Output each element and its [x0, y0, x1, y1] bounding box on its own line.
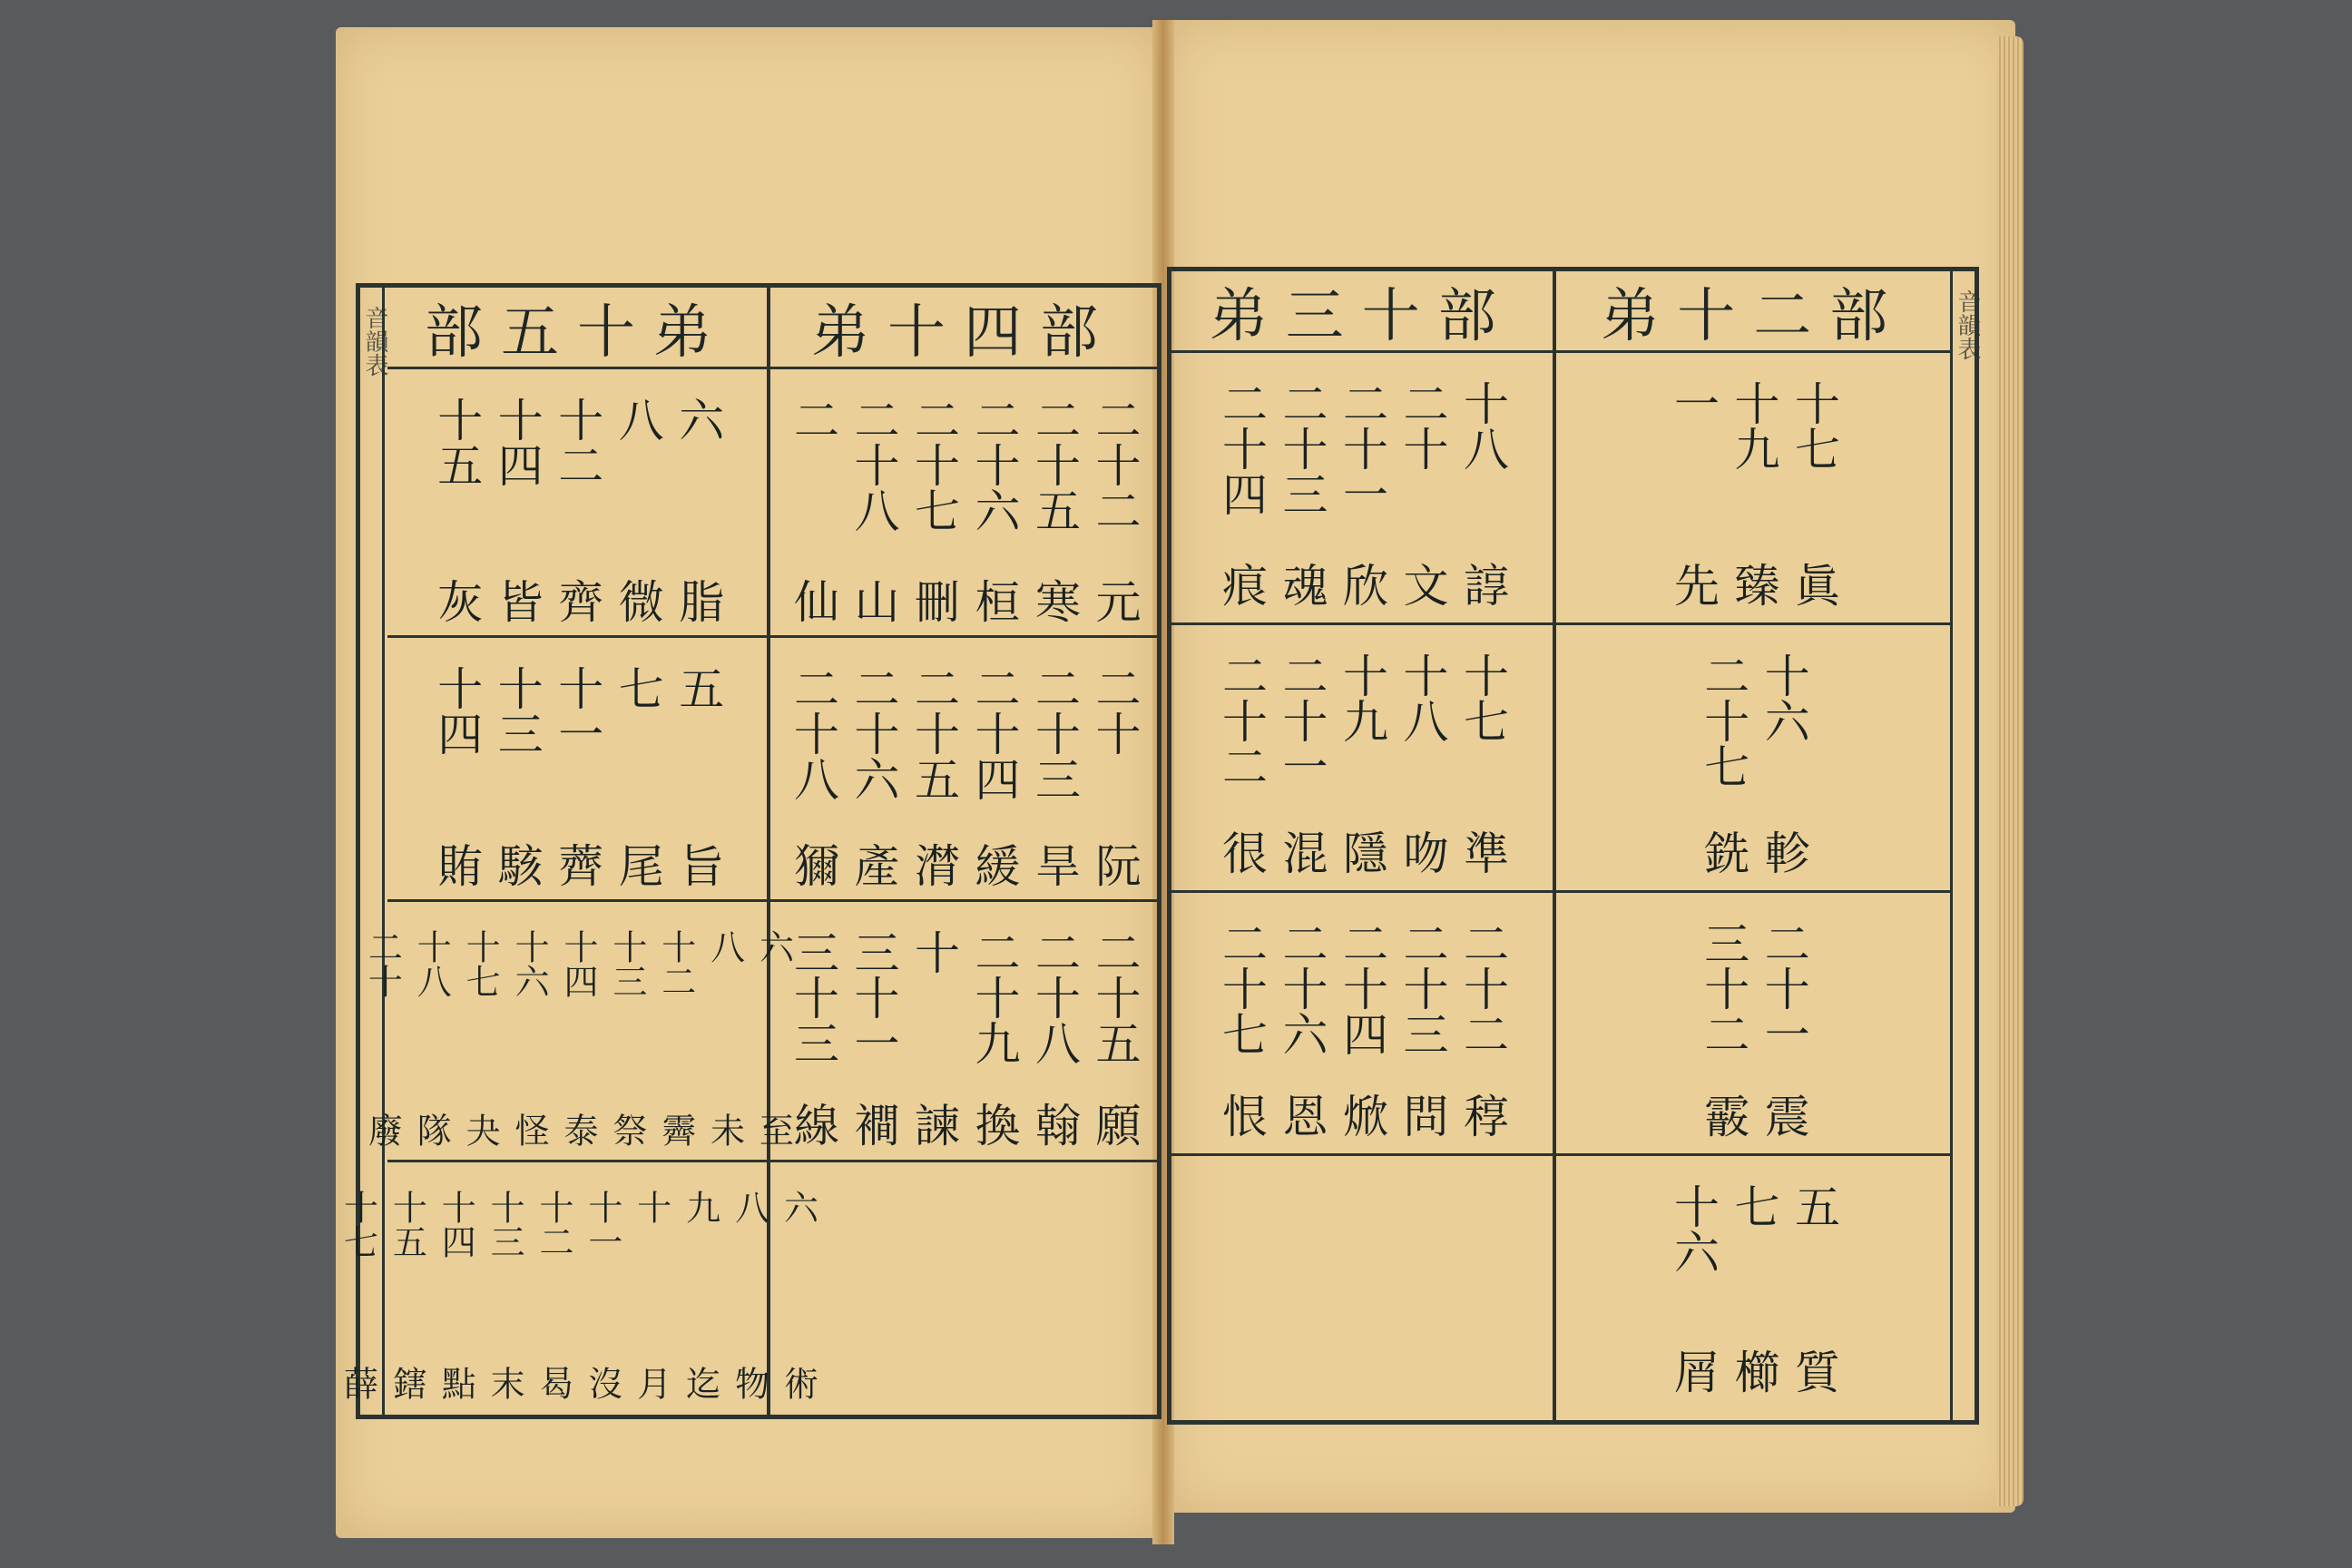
rhyme-number: 十四 [430, 665, 484, 757]
rhyme-number: 十八 [1396, 652, 1449, 743]
left-margin-text: 音韻表 [361, 306, 388, 377]
rhyme-entry [387, 1189, 427, 1400]
rhyme-number: 二 [787, 397, 839, 442]
rhyme-entry [1727, 380, 1780, 607]
rhyme-entry [704, 929, 745, 1148]
rhyme-number: 十三 [490, 665, 544, 757]
rhyme-number: 二十六 [847, 665, 900, 802]
rhyme-number: 二十 [362, 929, 403, 999]
rhyme-number: 十二 [551, 397, 604, 487]
rhyme-number: 七 [1727, 1183, 1780, 1229]
rhyme-character: 廢 [362, 1112, 403, 1148]
rhyme-cell [1556, 625, 1951, 893]
rhyme-entry [1028, 665, 1081, 888]
rhyme-character: 微 [611, 578, 664, 623]
rhyme-cell [387, 369, 767, 638]
rhyme-entry [1759, 920, 1808, 1138]
rhyme-number: 二十四 [967, 665, 1021, 802]
rhyme-character: 至 [753, 1112, 794, 1148]
rhyme-entry [411, 929, 452, 1148]
rhyme-number: 十四 [436, 1189, 476, 1259]
rhyme-entry [907, 929, 960, 1148]
rhyme-number: 十二 [534, 1189, 573, 1259]
rhyme-number: 三十二 [1697, 920, 1750, 1056]
rhyme-entry [907, 397, 960, 623]
rhyme-cell [770, 638, 1157, 902]
rhyme-number: 三十一 [847, 929, 900, 1066]
rhyme-cell [1171, 1156, 1553, 1412]
rhyme-number: 二十二 [1088, 397, 1142, 533]
rhyme-character: 薛 [338, 1365, 378, 1400]
rhyme-number: 二十七 [907, 397, 960, 533]
rhyme-number: 十七 [1788, 380, 1840, 471]
rhyme-entry [655, 929, 696, 1148]
rhyme-number: 十七 [1456, 652, 1509, 743]
rhyme-entry [1275, 920, 1328, 1138]
rhyme-character: 翰 [1028, 1102, 1081, 1148]
rhyme-cell [1171, 625, 1553, 893]
rhyme-character: 緩 [967, 842, 1021, 888]
rhyme-number: 二十四 [1336, 920, 1388, 1056]
rhyme-character: 薺 [551, 842, 604, 888]
rhyme-number: 十 [631, 1189, 671, 1224]
rhyme-cell [770, 902, 1157, 1161]
rhyme-number: 十八 [1456, 380, 1509, 471]
rhyme-entry [753, 929, 794, 1148]
rhyme-character: 震 [1757, 1093, 1810, 1138]
rhyme-number: 十一 [551, 665, 604, 757]
rhyme-character: 線 [787, 1102, 839, 1148]
rhyme-cell [1556, 1156, 1951, 1412]
rhyme-character: 恨 [1215, 1093, 1268, 1138]
rhyme-number: 十 [907, 929, 960, 975]
rhyme-number: 三十三 [787, 929, 839, 1066]
rhyme-entry [557, 929, 598, 1148]
rhyme-entry [430, 397, 484, 623]
rhyme-character: 很 [1215, 829, 1268, 875]
rhyme-entry [847, 929, 900, 1148]
rhyme-character: 問 [1396, 1093, 1449, 1138]
rhyme-entry [1456, 920, 1509, 1138]
rhyme-entry [671, 665, 725, 888]
rhyme-number: 十三 [485, 1189, 525, 1259]
rhyme-entry [1697, 920, 1750, 1138]
rhyme-number: 二十 [1088, 665, 1142, 757]
rhyme-character: 櫛 [1727, 1348, 1780, 1394]
rhyme-number: 五 [671, 665, 725, 711]
rhyme-character: 寒 [1028, 578, 1081, 623]
rhyme-number: 二十一 [1275, 652, 1328, 789]
rhyme-character: 臻 [1727, 562, 1780, 607]
section-title: 部五十弟 [387, 288, 767, 369]
rhyme-number: 八 [611, 397, 664, 442]
rhyme-character: 桓 [967, 578, 1021, 623]
rhyme-entry [490, 665, 544, 888]
rhyme-character: 阮 [1088, 842, 1142, 888]
rhyme-entry [1275, 380, 1328, 607]
rhyme-character: 痕 [1215, 562, 1268, 607]
rhyme-character: 質 [1788, 1348, 1840, 1394]
section-title: 弟三十部 [1171, 271, 1553, 353]
rhyme-character: 齊 [551, 578, 604, 623]
rhyme-character: 脂 [671, 578, 725, 623]
rhyme-entry [1028, 397, 1081, 623]
rhyme-entry [436, 1189, 476, 1400]
rhyme-cell [1556, 353, 1951, 625]
rhyme-character: 霽 [655, 1112, 696, 1148]
rhyme-character: 未 [704, 1112, 745, 1148]
rhyme-number: 二十八 [847, 397, 900, 533]
rhyme-number: 七 [611, 665, 664, 711]
rhyme-entry [779, 1190, 816, 1400]
rhyme-entry [967, 929, 1021, 1148]
section-s12 [1553, 271, 1951, 1420]
rhyme-entry [1088, 665, 1142, 888]
page-edges [1996, 36, 2024, 1506]
rhyme-number: 八 [729, 1189, 769, 1224]
rhyme-number: 十二 [655, 929, 696, 999]
rhyme-entry [847, 665, 900, 888]
rhyme-number: 十六 [1757, 652, 1810, 743]
rhyme-number: 六 [671, 397, 725, 442]
rhyme-number: 二十四 [1215, 380, 1268, 516]
rhyme-character: 準 [1456, 829, 1509, 875]
rhyme-number: 二十三 [1275, 380, 1328, 516]
rhyme-character: 沒 [582, 1365, 622, 1400]
rhyme-character: 賄 [430, 842, 484, 888]
rhyme-entry [1275, 652, 1328, 875]
rhyme-number: 十八 [411, 929, 452, 999]
rhyme-number: 二十六 [967, 397, 1021, 533]
rhyme-entry [789, 665, 838, 887]
rhyme-entry [1759, 652, 1808, 875]
section-s14 [767, 288, 1157, 1415]
rhyme-character: 混 [1275, 829, 1328, 875]
rhyme-character: 灰 [430, 578, 484, 623]
rhyme-number: 二十五 [1028, 397, 1081, 533]
rhyme-entry [1456, 380, 1509, 607]
rhyme-character: 產 [847, 842, 900, 888]
rhyme-character: 物 [729, 1365, 769, 1400]
rhyme-entry [551, 397, 604, 623]
rhyme-number: 二十 [1396, 380, 1449, 471]
rhyme-entry [613, 665, 662, 887]
rhyme-entry [1338, 652, 1387, 875]
rhyme-number: 十四 [490, 397, 544, 487]
rhyme-entry [1727, 1183, 1780, 1394]
rhyme-character: 先 [1667, 562, 1720, 607]
rhyme-number: 五 [1788, 1183, 1840, 1229]
rhyme-entry [730, 1190, 767, 1400]
rhyme-number: 二十六 [1275, 920, 1328, 1056]
rhyme-character: 稕 [1456, 1093, 1509, 1138]
section-title: 弟十二部 [1556, 271, 1951, 353]
rhyme-character: 銑 [1697, 829, 1750, 875]
rhyme-character: 點 [436, 1365, 476, 1400]
rhyme-entry [362, 929, 403, 1148]
rhyme-entry [967, 397, 1021, 623]
right-margin-strip [1950, 271, 1981, 1420]
rhyme-entry [681, 1190, 718, 1400]
rhyme-entry [1028, 929, 1081, 1148]
rhyme-cell [1171, 353, 1553, 625]
rhyme-number: 二十八 [1028, 929, 1081, 1066]
rhyme-character: 願 [1088, 1102, 1142, 1148]
rhyme-character: 刪 [907, 578, 960, 623]
rhyme-character: 月 [631, 1365, 671, 1400]
rhyme-character: 襇 [847, 1102, 900, 1148]
rhyme-character: 諫 [907, 1102, 960, 1148]
rhyme-number: 十五 [430, 397, 484, 487]
rhyme-character: 旨 [671, 842, 725, 888]
rhyme-number: 十五 [387, 1189, 427, 1259]
rhyme-number: 十七 [460, 929, 501, 999]
rhyme-entry [789, 397, 838, 623]
rhyme-character: 駭 [490, 842, 544, 888]
rhyme-entry [1088, 929, 1142, 1148]
rhyme-character: 旱 [1028, 842, 1081, 888]
rhyme-entry [339, 1190, 376, 1400]
rhyme-entry [671, 397, 725, 623]
rhyme-character: 隱 [1336, 829, 1388, 875]
rhyme-entry [1215, 920, 1268, 1138]
rhyme-number: 二十一 [1757, 920, 1810, 1056]
rhyme-entry [613, 397, 662, 623]
rhyme-character: 術 [778, 1365, 818, 1400]
rhyme-character: 隊 [411, 1112, 452, 1148]
rhyme-number: 十九 [1336, 652, 1388, 743]
rhyme-number: 十六 [1667, 1183, 1720, 1274]
rhyme-entry [460, 929, 501, 1148]
rhyme-character: 末 [485, 1365, 525, 1400]
rhyme-entry [430, 665, 484, 888]
rhyme-number: 十六 [509, 929, 550, 999]
rhyme-entry [583, 1190, 620, 1400]
rhyme-character: 霰 [1697, 1093, 1750, 1138]
rhyme-number: 十三 [606, 929, 647, 999]
section-title: 弟十四部 [770, 288, 1157, 369]
rhyme-character: 夬 [460, 1112, 501, 1148]
rhyme-number: 二十二 [1456, 920, 1509, 1056]
rhyme-entry [1396, 380, 1449, 607]
rhyme-entry [632, 1190, 669, 1400]
rhyme-character: 換 [967, 1102, 1021, 1148]
rhyme-entry [1088, 397, 1142, 623]
rhyme-cell [1171, 893, 1553, 1156]
rhyme-entry [1338, 920, 1387, 1138]
right-table [1171, 271, 1951, 1420]
rhyme-character: 潸 [907, 842, 960, 888]
section-s13 [1171, 271, 1553, 1420]
rhyme-character: 軫 [1757, 829, 1810, 875]
left-table-frame [338, 283, 1161, 1419]
rhyme-character: 獮 [787, 842, 839, 888]
rhyme-character: 鎋 [387, 1365, 427, 1400]
rhyme-entry [1215, 652, 1268, 875]
rhyme-entry [509, 929, 550, 1148]
rhyme-entry [1790, 1183, 1838, 1394]
rhyme-character: 仙 [787, 578, 839, 623]
rhyme-number: 二十五 [1088, 929, 1142, 1066]
rhyme-cell [770, 1162, 1157, 1415]
rhyme-entry [1215, 380, 1268, 607]
rhyme-character: 尾 [611, 842, 664, 888]
rhyme-number: 二十二 [1215, 652, 1268, 789]
rhyme-entry [1667, 1183, 1720, 1394]
rhyme-number: 九 [680, 1189, 720, 1224]
rhyme-number: 二十九 [967, 929, 1021, 1066]
rhyme-number: 六 [753, 929, 794, 965]
rhyme-entry [485, 1189, 525, 1400]
rhyme-character: 欣 [1336, 562, 1388, 607]
rhyme-entry [551, 665, 604, 888]
rhyme-entry [1790, 380, 1838, 607]
right-margin-text: 音韻表 [1954, 289, 1981, 360]
rhyme-character: 祭 [606, 1112, 647, 1148]
rhyme-entry [1338, 380, 1387, 607]
rhyme-character: 怪 [509, 1112, 550, 1148]
rhyme-entry [967, 665, 1021, 888]
rhyme-entry [606, 929, 647, 1148]
rhyme-number: 十四 [557, 929, 598, 999]
rhyme-character: 皆 [490, 578, 544, 623]
rhyme-cell [770, 369, 1157, 638]
rhyme-number: 二十七 [1697, 652, 1750, 789]
rhyme-entry [1396, 652, 1449, 875]
rhyme-character: 魂 [1275, 562, 1328, 607]
rhyme-character: 吻 [1396, 829, 1449, 875]
rhyme-number: 二十三 [1396, 920, 1449, 1056]
right-table-frame [1167, 267, 1979, 1425]
rhyme-entry [847, 397, 900, 623]
rhyme-character: 元 [1088, 578, 1142, 623]
rhyme-character: 諄 [1456, 562, 1509, 607]
rhyme-number: 十九 [1727, 380, 1780, 471]
rhyme-number: 十七 [338, 1189, 378, 1259]
rhyme-entry [1667, 380, 1720, 607]
rhyme-number: 二十一 [1336, 380, 1388, 516]
rhyme-character: 曷 [534, 1365, 573, 1400]
rhyme-character: 焮 [1336, 1093, 1388, 1138]
rhyme-cell [362, 902, 794, 1161]
rhyme-cell [338, 1162, 818, 1415]
rhyme-number: 二十五 [907, 665, 960, 802]
rhyme-entry [490, 397, 544, 623]
rhyme-number: 二十三 [1028, 665, 1081, 802]
rhyme-number: 十一 [582, 1189, 622, 1259]
rhyme-number: 六 [778, 1189, 818, 1224]
rhyme-cell [1556, 893, 1951, 1156]
rhyme-entry [789, 929, 838, 1147]
rhyme-character: 迄 [680, 1365, 720, 1400]
rhyme-number: 八 [704, 929, 745, 965]
rhyme-entry [534, 1190, 571, 1400]
rhyme-entry [1697, 652, 1750, 875]
rhyme-character: 泰 [557, 1112, 598, 1148]
rhyme-number: 一 [1667, 380, 1720, 426]
rhyme-cell [387, 638, 767, 902]
rhyme-character: 眞 [1788, 562, 1840, 607]
rhyme-number: 二十八 [787, 665, 839, 802]
rhyme-number: 二十七 [1215, 920, 1268, 1056]
rhyme-character: 屑 [1667, 1348, 1720, 1394]
rhyme-character: 山 [847, 578, 900, 623]
rhyme-entry [1396, 920, 1449, 1138]
rhyme-entry [907, 665, 960, 888]
rhyme-character: 文 [1396, 562, 1449, 607]
rhyme-entry [1456, 652, 1509, 875]
rhyme-character: 恩 [1275, 1093, 1328, 1138]
